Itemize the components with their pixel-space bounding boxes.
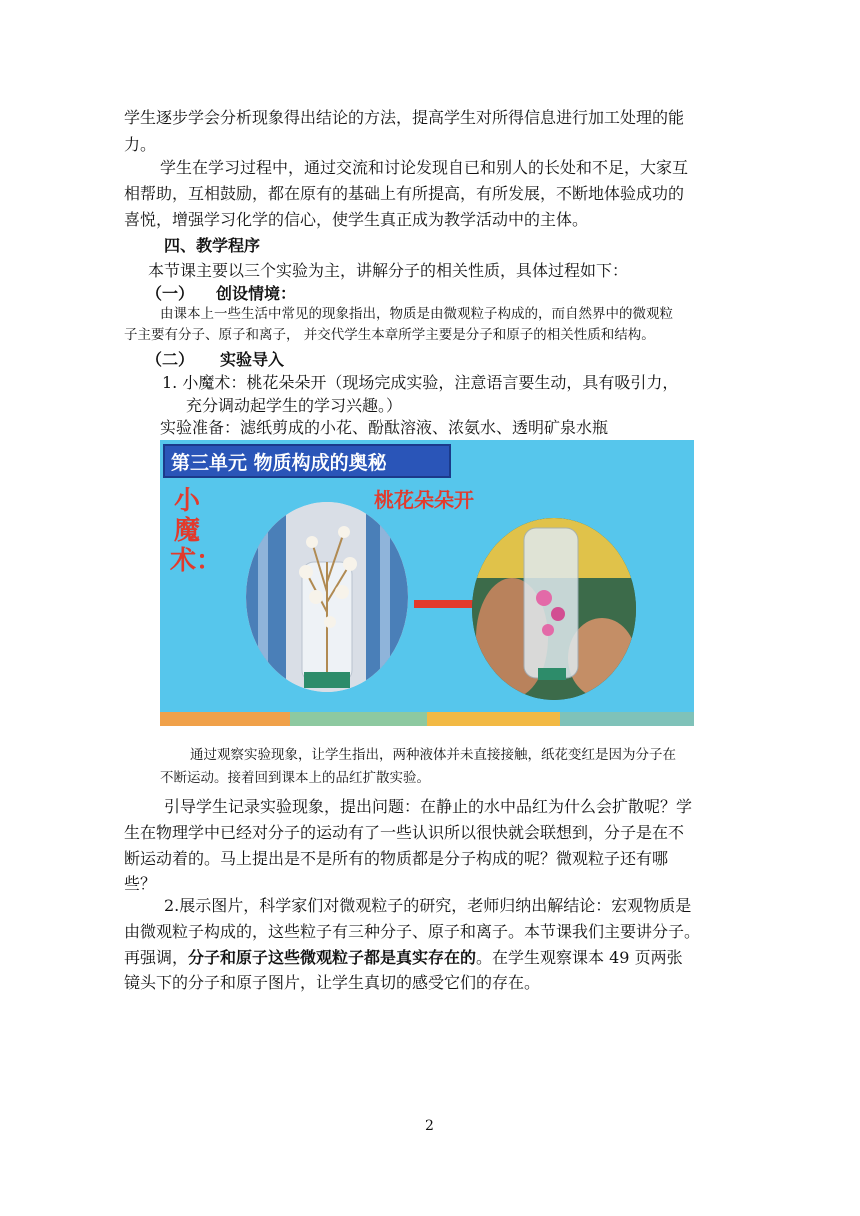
list-item-line: 2.展示图片，科学家们对微观粒子的研究，老师归纳出解结论：宏观物质是 [164, 896, 692, 915]
bottle-pink-flowers-illustration [472, 518, 636, 700]
text-segment: 再强调， [124, 948, 189, 967]
paragraph-line: 由课本上一些生活中常见的现象指出，物质是由微观粒子构成的，而自然界中的微观粒 [160, 306, 673, 322]
paragraph-line: 力。 [124, 135, 157, 154]
subsection-title: 创设情境： [216, 284, 297, 303]
subsection-number: （二） [146, 350, 195, 369]
emphasis-text: 分子和原子这些微观粒子都是真实存在的 [188, 948, 477, 967]
paragraph-line: 镜头下的分子和原子图片，让学生真切的感受它们的存在。 [124, 973, 541, 992]
paragraph-line: 喜悦，增强学习化学的信心，使学生真正成为教学活动中的主体。 [124, 210, 589, 229]
slide-title: 第三单元 物质构成的奥秘 [163, 444, 451, 478]
after-photo [472, 518, 636, 700]
paragraph-line: 引导学生记录实验现象，提出问题：在静止的水中品红为什么会扩散呢？学 [164, 797, 693, 816]
intro-line: 本节课主要以三个实验为主，讲解分子的相关性质，具体过程如下： [148, 261, 629, 280]
paragraph-line: 子主要有分子、原子和离子， 并交代学生本章所学主要是分子和原子的相关性质和结构。 [124, 327, 655, 343]
prep-line: 实验准备：滤纸剪成的小花、酚酞溶液、浓氨水、透明矿泉水瓶 [160, 418, 609, 437]
paragraph-line: 些？ [124, 874, 157, 893]
paragraph-line: 不断运动。接着回到课本上的品红扩散实验。 [160, 770, 430, 786]
slide-footer-bars [160, 712, 694, 726]
slide-image [160, 440, 694, 726]
text-segment: 。在学生观察课本 49 页两张 [476, 948, 683, 967]
subsection-title: 实验导入 [220, 350, 285, 369]
list-item-line: 充分调动起学生的学习兴趣。） [186, 396, 403, 415]
list-item-line: 1. 小魔术：桃花朵朵开（现场完成实验，注意语言要生动，具有吸引力， [162, 373, 679, 392]
paragraph-line: 断运动着的。马上提出是不是所有的物质都是分子构成的呢？微观粒子还有哪 [124, 849, 669, 868]
page-number: 2 [425, 1118, 434, 1134]
paragraph-line: 学生在学习过程中，通过交流和讨论发现自已和别人的长处和不足，大家互 [160, 158, 689, 177]
paragraph-line: 学生逐步学会分析现象得出结论的方法，提高学生对所得信息进行加工处理的能 [124, 108, 685, 127]
paragraph-line: 相帮助，互相鼓励，都在原有的基础上有所提高，有所发展，不断地体验成功的 [124, 184, 685, 203]
paragraph-line: 生在物理学中已经对分子的运动有了一些认识所以很快就会联想到，分子是在不 [124, 823, 685, 842]
bottle-flowers-illustration [246, 502, 408, 692]
paragraph-line: 通过观察实验现象，让学生指出，两种液体并未直接接触，纸花变红是因为分子在 [190, 747, 676, 763]
before-photo [246, 502, 408, 692]
paragraph-line: 由微观粒子构成的，这些粒子有三种分子、原子和离子。本节课我们主要讲分子。 [124, 922, 701, 941]
subsection-number: （一） [146, 284, 195, 303]
slide-side-text: 小魔术： [170, 486, 223, 576]
section-heading: 四、教学程序 [164, 236, 261, 255]
slide-magic-title: 桃花朵朵开 [374, 488, 474, 512]
paragraph-line [124, 944, 683, 971]
